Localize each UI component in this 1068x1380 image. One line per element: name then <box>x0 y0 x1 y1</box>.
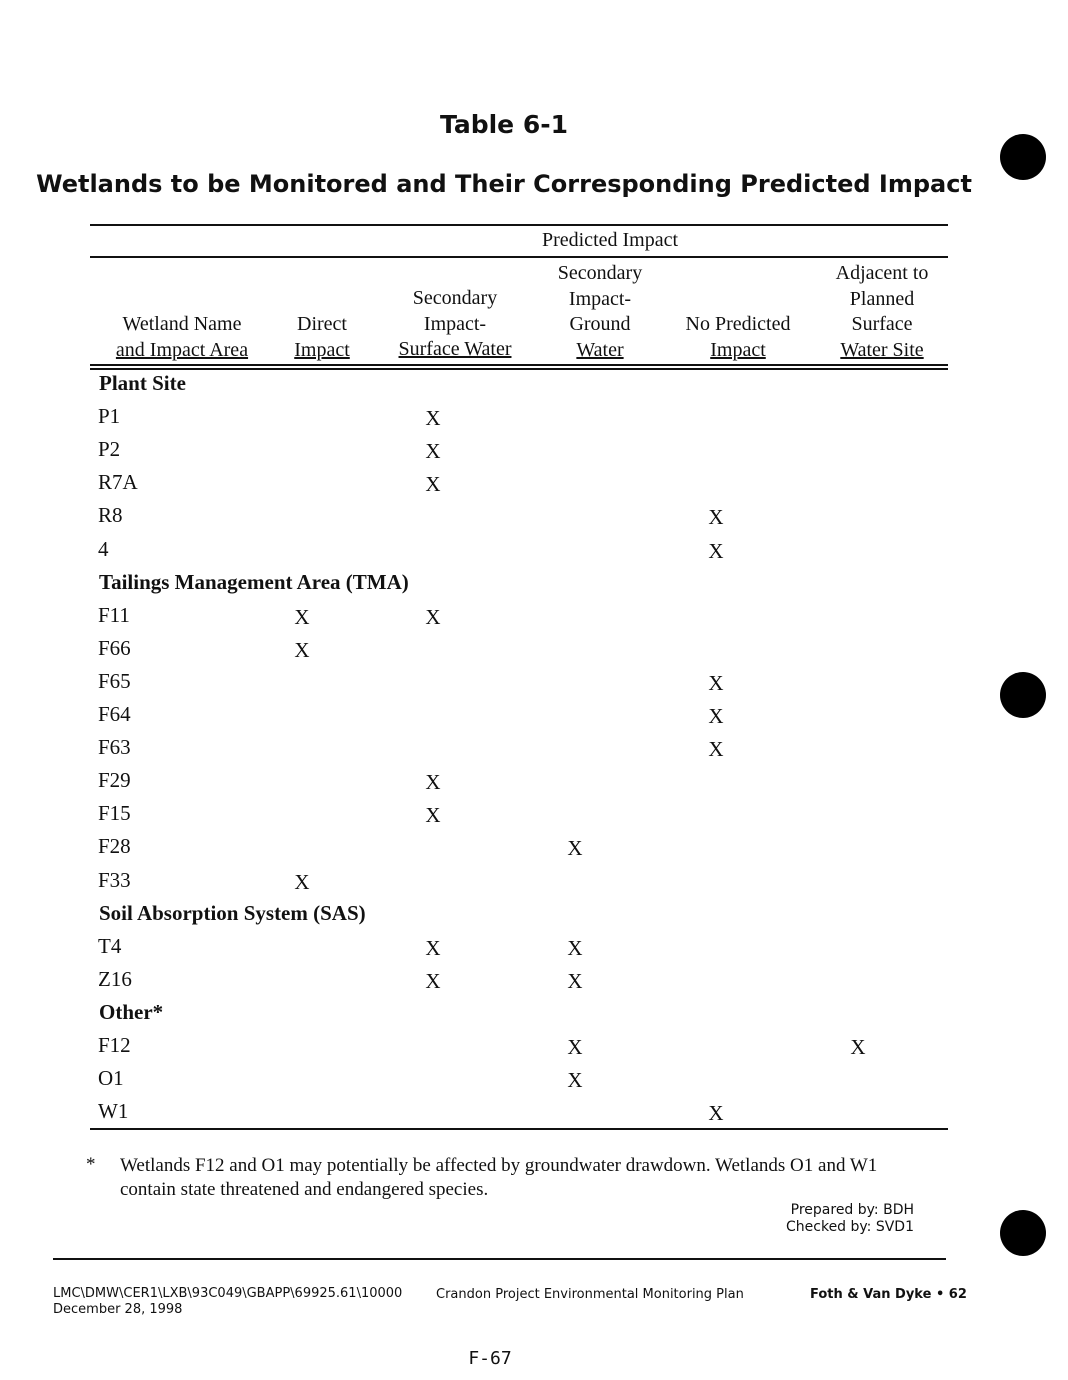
impact-mark: X <box>567 1035 583 1059</box>
footer-center: Crandon Project Environmental Monitoring Plan <box>436 1287 744 1302</box>
wetland-name: P2 <box>98 437 121 462</box>
impact-mark: X <box>425 770 441 795</box>
wetland-name: F29 <box>98 768 131 793</box>
section-title: Other* <box>99 999 164 1024</box>
footer-path: LMC\DMW\CER1\LXB\93C049\GBAPP\69925.61\10000 <box>53 1286 403 1301</box>
section-title: Tailings Management Area (TMA) <box>99 569 409 594</box>
wetland-name: R7A <box>98 470 138 495</box>
table-bottom-rule <box>90 1128 948 1130</box>
impact-mark: X <box>425 439 441 464</box>
header-no-predicted: No Predicted Impact <box>685 313 791 361</box>
prepared-by: Prepared by: BDH <box>790 1202 914 1218</box>
impact-mark: X <box>425 604 441 629</box>
impact-mark: X <box>567 1068 583 1093</box>
binder-hole-bottom <box>1000 1210 1046 1256</box>
impact-mark: X <box>567 935 583 960</box>
footer-right: Foth & Van Dyke • 62 <box>810 1287 967 1302</box>
impact-mark: X <box>425 472 441 497</box>
wetland-name: R8 <box>98 503 123 528</box>
table-title: Table 6-1 <box>440 110 568 139</box>
wetland-name: O1 <box>98 1066 124 1091</box>
impact-mark: X <box>708 1101 724 1126</box>
wetland-name: W1 <box>98 1099 129 1124</box>
binder-hole-middle <box>1000 672 1046 718</box>
header-double-rule-1 <box>90 364 948 366</box>
impact-mark: X <box>708 505 724 530</box>
header-double-rule-2 <box>90 368 948 370</box>
table-subtitle: Wetlands to be Monitored and Their Corresponding Predicted Impact <box>36 170 972 198</box>
footnote-symbol: * <box>86 1154 96 1175</box>
impact-mark: X <box>294 869 310 894</box>
impact-mark: X <box>425 935 441 960</box>
impact-mark: X <box>708 538 724 563</box>
wetland-name: F28 <box>98 834 131 859</box>
page-stamp: F-67 <box>468 1348 512 1369</box>
wetland-name: F64 <box>98 702 131 726</box>
wetland-name: F33 <box>98 867 131 892</box>
wetland-name: F11 <box>98 602 130 627</box>
impact-mark: X <box>567 968 583 993</box>
footer-date: December 28, 1998 <box>53 1302 183 1317</box>
wetland-name: F15 <box>98 801 131 826</box>
header-predicted-impact: Predicted Impact <box>541 229 679 251</box>
footer-left <box>53 1286 402 1318</box>
impact-mark: X <box>294 604 310 629</box>
wetland-name: 4 <box>98 536 109 561</box>
wetland-name: F12 <box>98 1033 131 1057</box>
impact-mark: X <box>425 406 441 431</box>
footer-rule <box>53 1258 946 1260</box>
header-wetland-name: Wetland Name and Impact Area <box>115 313 249 361</box>
section-title: Plant Site <box>99 371 186 395</box>
impact-mark: X <box>294 637 310 662</box>
footnote-text: Wetlands F12 and O1 may potentially be affected by groundwater drawdown. Wetlands O1 and W1 contain state threatened and endangered species. <box>120 1155 878 1200</box>
impact-mark: X <box>708 704 724 728</box>
impact-mark: X <box>708 737 724 762</box>
wetland-name: F66 <box>98 635 131 660</box>
header-secondary-surface: Secondary Impact- Surface Water <box>398 287 512 360</box>
checked-by: Checked by: SVD1 <box>786 1219 914 1235</box>
impact-mark: X <box>850 1035 866 1059</box>
header-adjacent: Adjacent to Planned Surface Water Site <box>835 262 929 361</box>
header-direct-impact: Direct Impact <box>294 313 350 361</box>
section-title: Soil Absorption System (SAS) <box>99 900 366 925</box>
wetland-name: Z16 <box>98 966 132 991</box>
impact-mark: X <box>567 836 583 861</box>
header-secondary-ground: Secondary Impact- Ground Water <box>557 262 643 361</box>
wetland-name: F65 <box>98 668 131 693</box>
impact-mark: X <box>708 670 724 695</box>
header-group-rule <box>90 256 948 258</box>
wetland-name: P1 <box>98 404 121 429</box>
impact-mark: X <box>425 803 441 828</box>
impact-mark: X <box>425 968 441 993</box>
wetland-name: T4 <box>98 933 122 958</box>
table-top-rule <box>90 224 948 226</box>
wetland-name: F63 <box>98 735 131 760</box>
